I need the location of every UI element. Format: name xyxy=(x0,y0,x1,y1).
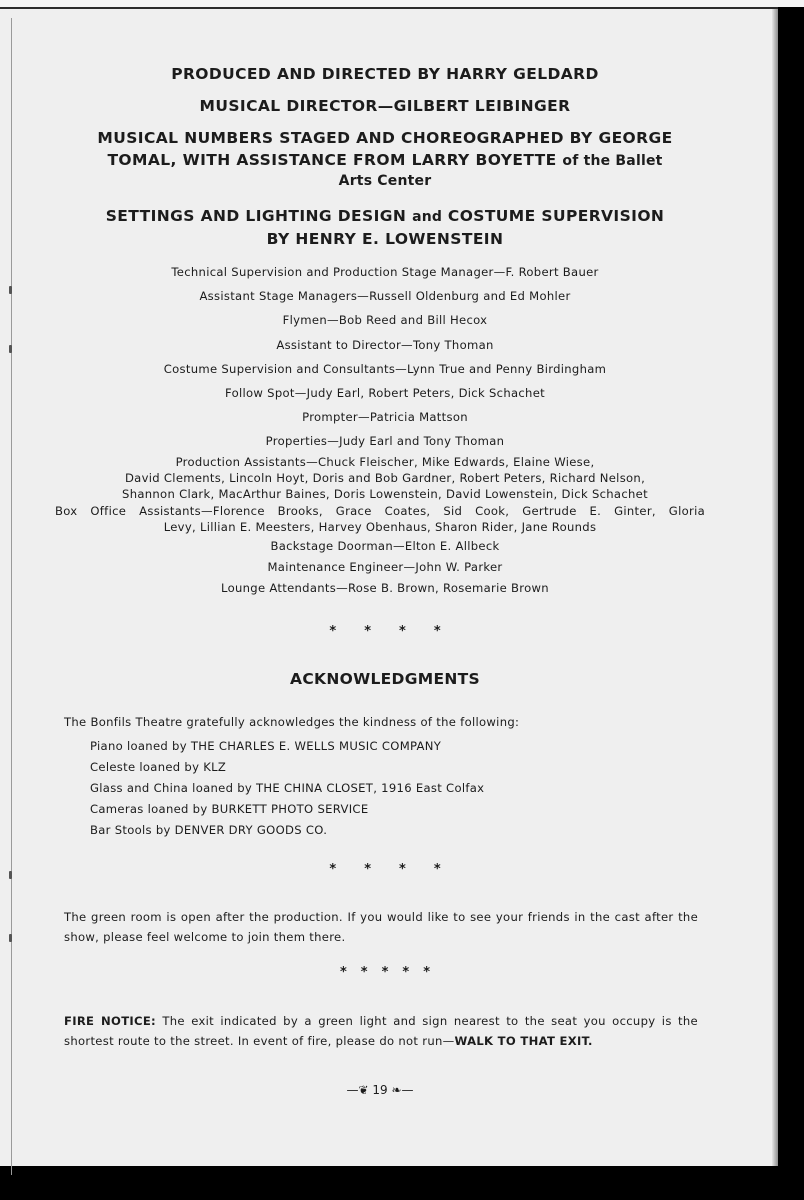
staff-credit: Costume Supervision and Consultants—Lynn True and Penny Birdingham xyxy=(163,361,607,376)
settings-credit xyxy=(40,205,730,250)
choreography-names: TOMAL, WITH ASSISTANCE FROM LARRY BOYETTE xyxy=(107,151,557,169)
star-ornament: * xyxy=(364,624,371,639)
page-number-value: 19 xyxy=(372,1083,388,1097)
star-ornament: * xyxy=(423,965,431,980)
acknowledgment-item: Piano loaned by THE CHARLES E. WELLS MUSIC COMPANY xyxy=(90,739,442,753)
scan-top-margin xyxy=(0,0,804,7)
staff-credit: Assistant to Director—Tony Thoman xyxy=(276,337,494,352)
staff-credit: Follow Spot—Judy Earl, Robert Peters, Dick Schachet xyxy=(225,386,545,401)
box-office-line: Levy, Lillian E. Meesters, Harvey Obenhaus, Sharon Rider, Jane Rounds xyxy=(163,520,597,534)
star-ornament: * xyxy=(402,965,410,980)
production-assistants xyxy=(40,454,730,502)
star-ornament: * xyxy=(329,862,337,877)
choreography-affiliation: of the Ballet xyxy=(562,153,663,169)
production-assistants-line: David Clements, Lincoln Hoyt, Doris and Bob Gardner, Robert Peters, Richard Nelson, xyxy=(124,471,646,485)
staff-credit: Lounge Attendants—Rose B. Brown, Rosemarie Brown xyxy=(221,581,549,595)
staff-credit: Properties—Judy Earl and Tony Thoman xyxy=(265,434,505,449)
binding-mark xyxy=(9,345,12,353)
star-ornament: * xyxy=(329,624,337,639)
acknowledgment-item: Bar Stools by DENVER DRY GOODS CO. xyxy=(90,823,328,837)
star-ornament: * xyxy=(399,862,406,877)
section-separator xyxy=(60,862,710,877)
settings-title: SETTINGS AND LIGHTING DESIGN xyxy=(105,207,407,225)
fire-notice-emphasis: WALK TO THAT EXIT. xyxy=(454,1034,593,1048)
staff-credit: Assistant Stage Managers—Russell Oldenburg and Ed Mohler xyxy=(199,289,571,304)
settings-line-1 xyxy=(40,205,730,228)
settings-line-2: BY HENRY E. LOWENSTEIN xyxy=(266,230,504,248)
costume-title: COSTUME SUPERVISION xyxy=(447,207,665,225)
choreography-line-2 xyxy=(40,149,730,172)
settings-conjunction: and xyxy=(412,209,443,225)
star-ornament: * xyxy=(399,624,406,639)
acknowledgments-list xyxy=(90,736,484,841)
choreography-line-3: Arts Center xyxy=(338,173,432,189)
binding-mark xyxy=(9,286,12,294)
folio-ornament-left: —❦ xyxy=(346,1083,369,1097)
staff-credit: Technical Supervision and Production Stage Manager—F. Robert Bauer xyxy=(171,265,599,279)
production-assistants-line: Shannon Clark, MacArthur Baines, Doris Lowenstein, David Lowenstein, Dick Schachet xyxy=(122,487,648,501)
star-ornament: * xyxy=(381,965,389,980)
star-ornament: * xyxy=(360,965,368,980)
box-office-line: Box Office Assistants—Florence Brooks, Grace Coates, Sid Cook, Gertrude E. Ginter, Gloria xyxy=(55,504,705,518)
star-ornament: * xyxy=(433,862,441,877)
acknowledgment-item: Cameras loaned by BURKETT PHOTO SERVICE xyxy=(90,802,369,816)
produced-by-line: PRODUCED AND DIRECTED BY HARRY GELDARD xyxy=(171,65,599,83)
choreography-line-1: MUSICAL NUMBERS STAGED AND CHOREOGRAPHED BY GEORGE xyxy=(97,129,673,147)
musical-director-line: MUSICAL DIRECTOR—GILBERT LEIBINGER xyxy=(199,97,571,115)
acknowledgments-intro: The Bonfils Theatre gratefully acknowledges the kindness of the following: xyxy=(64,715,520,729)
program-page xyxy=(0,7,778,1166)
staff-credit: Backstage Doorman—Elton E. Allbeck xyxy=(270,539,500,553)
staff-credit: Prompter—Patricia Mattson xyxy=(302,410,468,425)
acknowledgment-item: Celeste loaned by KLZ xyxy=(90,760,227,774)
fire-notice-label: FIRE NOTICE: xyxy=(64,1014,156,1028)
acknowledgment-item: Glass and China loaned by THE CHINA CLOSET, 1916 East Colfax xyxy=(90,781,485,795)
production-assistants-line: Production Assistants—Chuck Fleischer, Mike Edwards, Elaine Wiese, xyxy=(175,455,595,469)
choreography-credit xyxy=(40,127,730,190)
binding-mark xyxy=(9,871,12,879)
acknowledgments-heading: ACKNOWLEDGMENTS xyxy=(290,670,480,688)
staff-credit: Flymen—Bob Reed and Bill Hecox xyxy=(282,313,488,328)
page-number xyxy=(340,1083,420,1097)
staff-list-2 xyxy=(60,536,710,599)
staff-list xyxy=(60,260,710,454)
section-separator xyxy=(60,624,710,639)
green-room-notice: The green room is open after the production. If you would like to see your friends in the cast after the show, please feel welcome to join them there. xyxy=(64,910,698,944)
binding-mark xyxy=(9,934,12,942)
folio-ornament-right: ❧— xyxy=(391,1083,414,1097)
star-ornament: * xyxy=(433,624,441,639)
section-separator xyxy=(60,965,710,980)
fire-notice xyxy=(64,1011,698,1051)
fire-notice-text: The exit indicated by a green light and sign nearest to the seat you occupy is the shortest route to the street. In event of fire, please do not run— xyxy=(64,1014,698,1048)
staff-credit: Maintenance Engineer—John W. Parker xyxy=(267,560,503,574)
box-office-assistants xyxy=(55,503,705,535)
star-ornament: * xyxy=(339,965,347,980)
star-ornament: * xyxy=(364,862,371,877)
page-gutter-line xyxy=(11,18,12,1175)
